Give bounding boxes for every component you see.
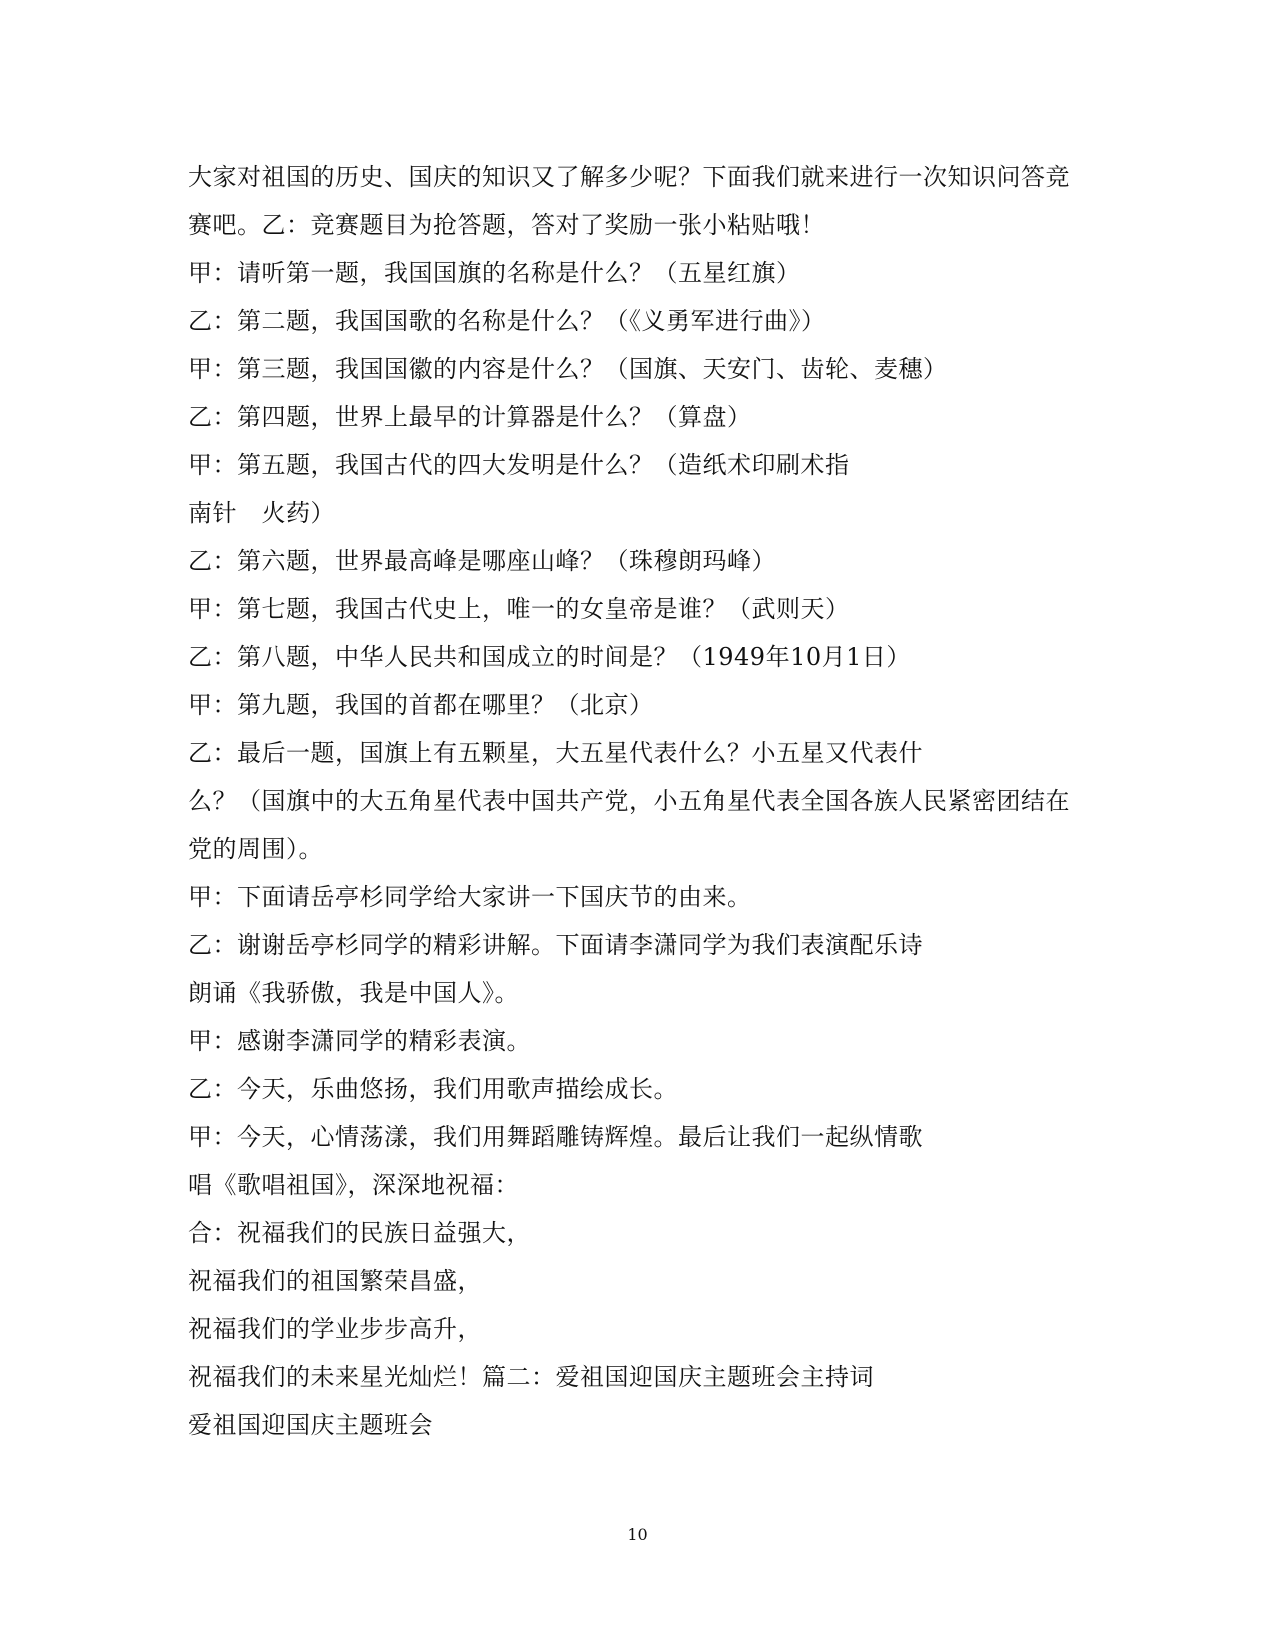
text-line: 南针 火药） bbox=[188, 499, 335, 527]
text-line: 甲：第九题，我国的首都在哪里？（北京） bbox=[188, 691, 654, 719]
page-number: 10 bbox=[627, 1525, 648, 1544]
text-line: 党的周围）。 bbox=[188, 835, 323, 863]
text-line: 乙：第四题，世界上最早的计算器是什么？（算盘） bbox=[188, 403, 752, 431]
text-line: 赛吧。乙：竞赛题目为抢答题，答对了奖励一张小粘贴哦！ bbox=[188, 211, 825, 239]
document-body bbox=[188, 153, 1088, 1449]
text-line: 唱《歌唱祖国》，深深地祝福： bbox=[188, 1171, 519, 1199]
text-line: 爱祖国迎国庆主题班会 bbox=[188, 1411, 433, 1439]
text-line: 甲：第七题，我国古代史上，唯一的女皇帝是谁？（武则天） bbox=[188, 595, 850, 623]
text-line: 乙：第六题，世界最高峰是哪座山峰？（珠穆朗玛峰） bbox=[188, 547, 776, 575]
text-line: 甲：第三题，我国国徽的内容是什么？（国旗、天安门、齿轮、麦穗） bbox=[188, 355, 948, 383]
text-line: 么？（国旗中的大五角星代表中国共产党，小五角星代表全国各族人民紧密团结在 bbox=[188, 787, 1070, 815]
text-line: 祝福我们的未来星光灿烂！篇二：爱祖国迎国庆主题班会主持词 bbox=[188, 1363, 874, 1391]
text-line: 甲：今天，心情荡漾，我们用舞蹈雕铸辉煌。最后让我们一起纵情歌 bbox=[188, 1123, 923, 1151]
text-line: 祝福我们的祖国繁荣昌盛， bbox=[188, 1267, 482, 1295]
text-line: 乙：最后一题，国旗上有五颗星，大五星代表什么？小五星又代表什 bbox=[188, 739, 923, 767]
text-line: 祝福我们的学业步步高升， bbox=[188, 1315, 482, 1343]
text-line: 乙：谢谢岳亭杉同学的精彩讲解。下面请李潇同学为我们表演配乐诗 bbox=[188, 931, 923, 959]
text-line: 甲：感谢李潇同学的精彩表演。 bbox=[188, 1027, 531, 1055]
text-line: 乙：今天，乐曲悠扬，我们用歌声描绘成长。 bbox=[188, 1075, 678, 1103]
text-line: 甲：下面请岳亭杉同学给大家讲一下国庆节的由来。 bbox=[188, 883, 752, 911]
text-line: 合：祝福我们的民族日益强大， bbox=[188, 1219, 531, 1247]
text-line: 大家对祖国的历史、国庆的知识又了解多少呢？下面我们就来进行一次知识问答竞 bbox=[188, 163, 1070, 191]
text-line: 甲：第五题，我国古代的四大发明是什么？（造纸术印刷术指 bbox=[188, 451, 850, 479]
text-line: 朗诵《我骄傲，我是中国人》。 bbox=[188, 979, 519, 1007]
text-line: 甲：请听第一题，我国国旗的名称是什么？（五星红旗） bbox=[188, 259, 801, 287]
text-line: 乙：第八题，中华人民共和国成立的时间是？（1949年10月1日） bbox=[188, 643, 911, 671]
text-line: 乙：第二题，我国国歌的名称是什么？（《义勇军进行曲》） bbox=[188, 307, 826, 335]
